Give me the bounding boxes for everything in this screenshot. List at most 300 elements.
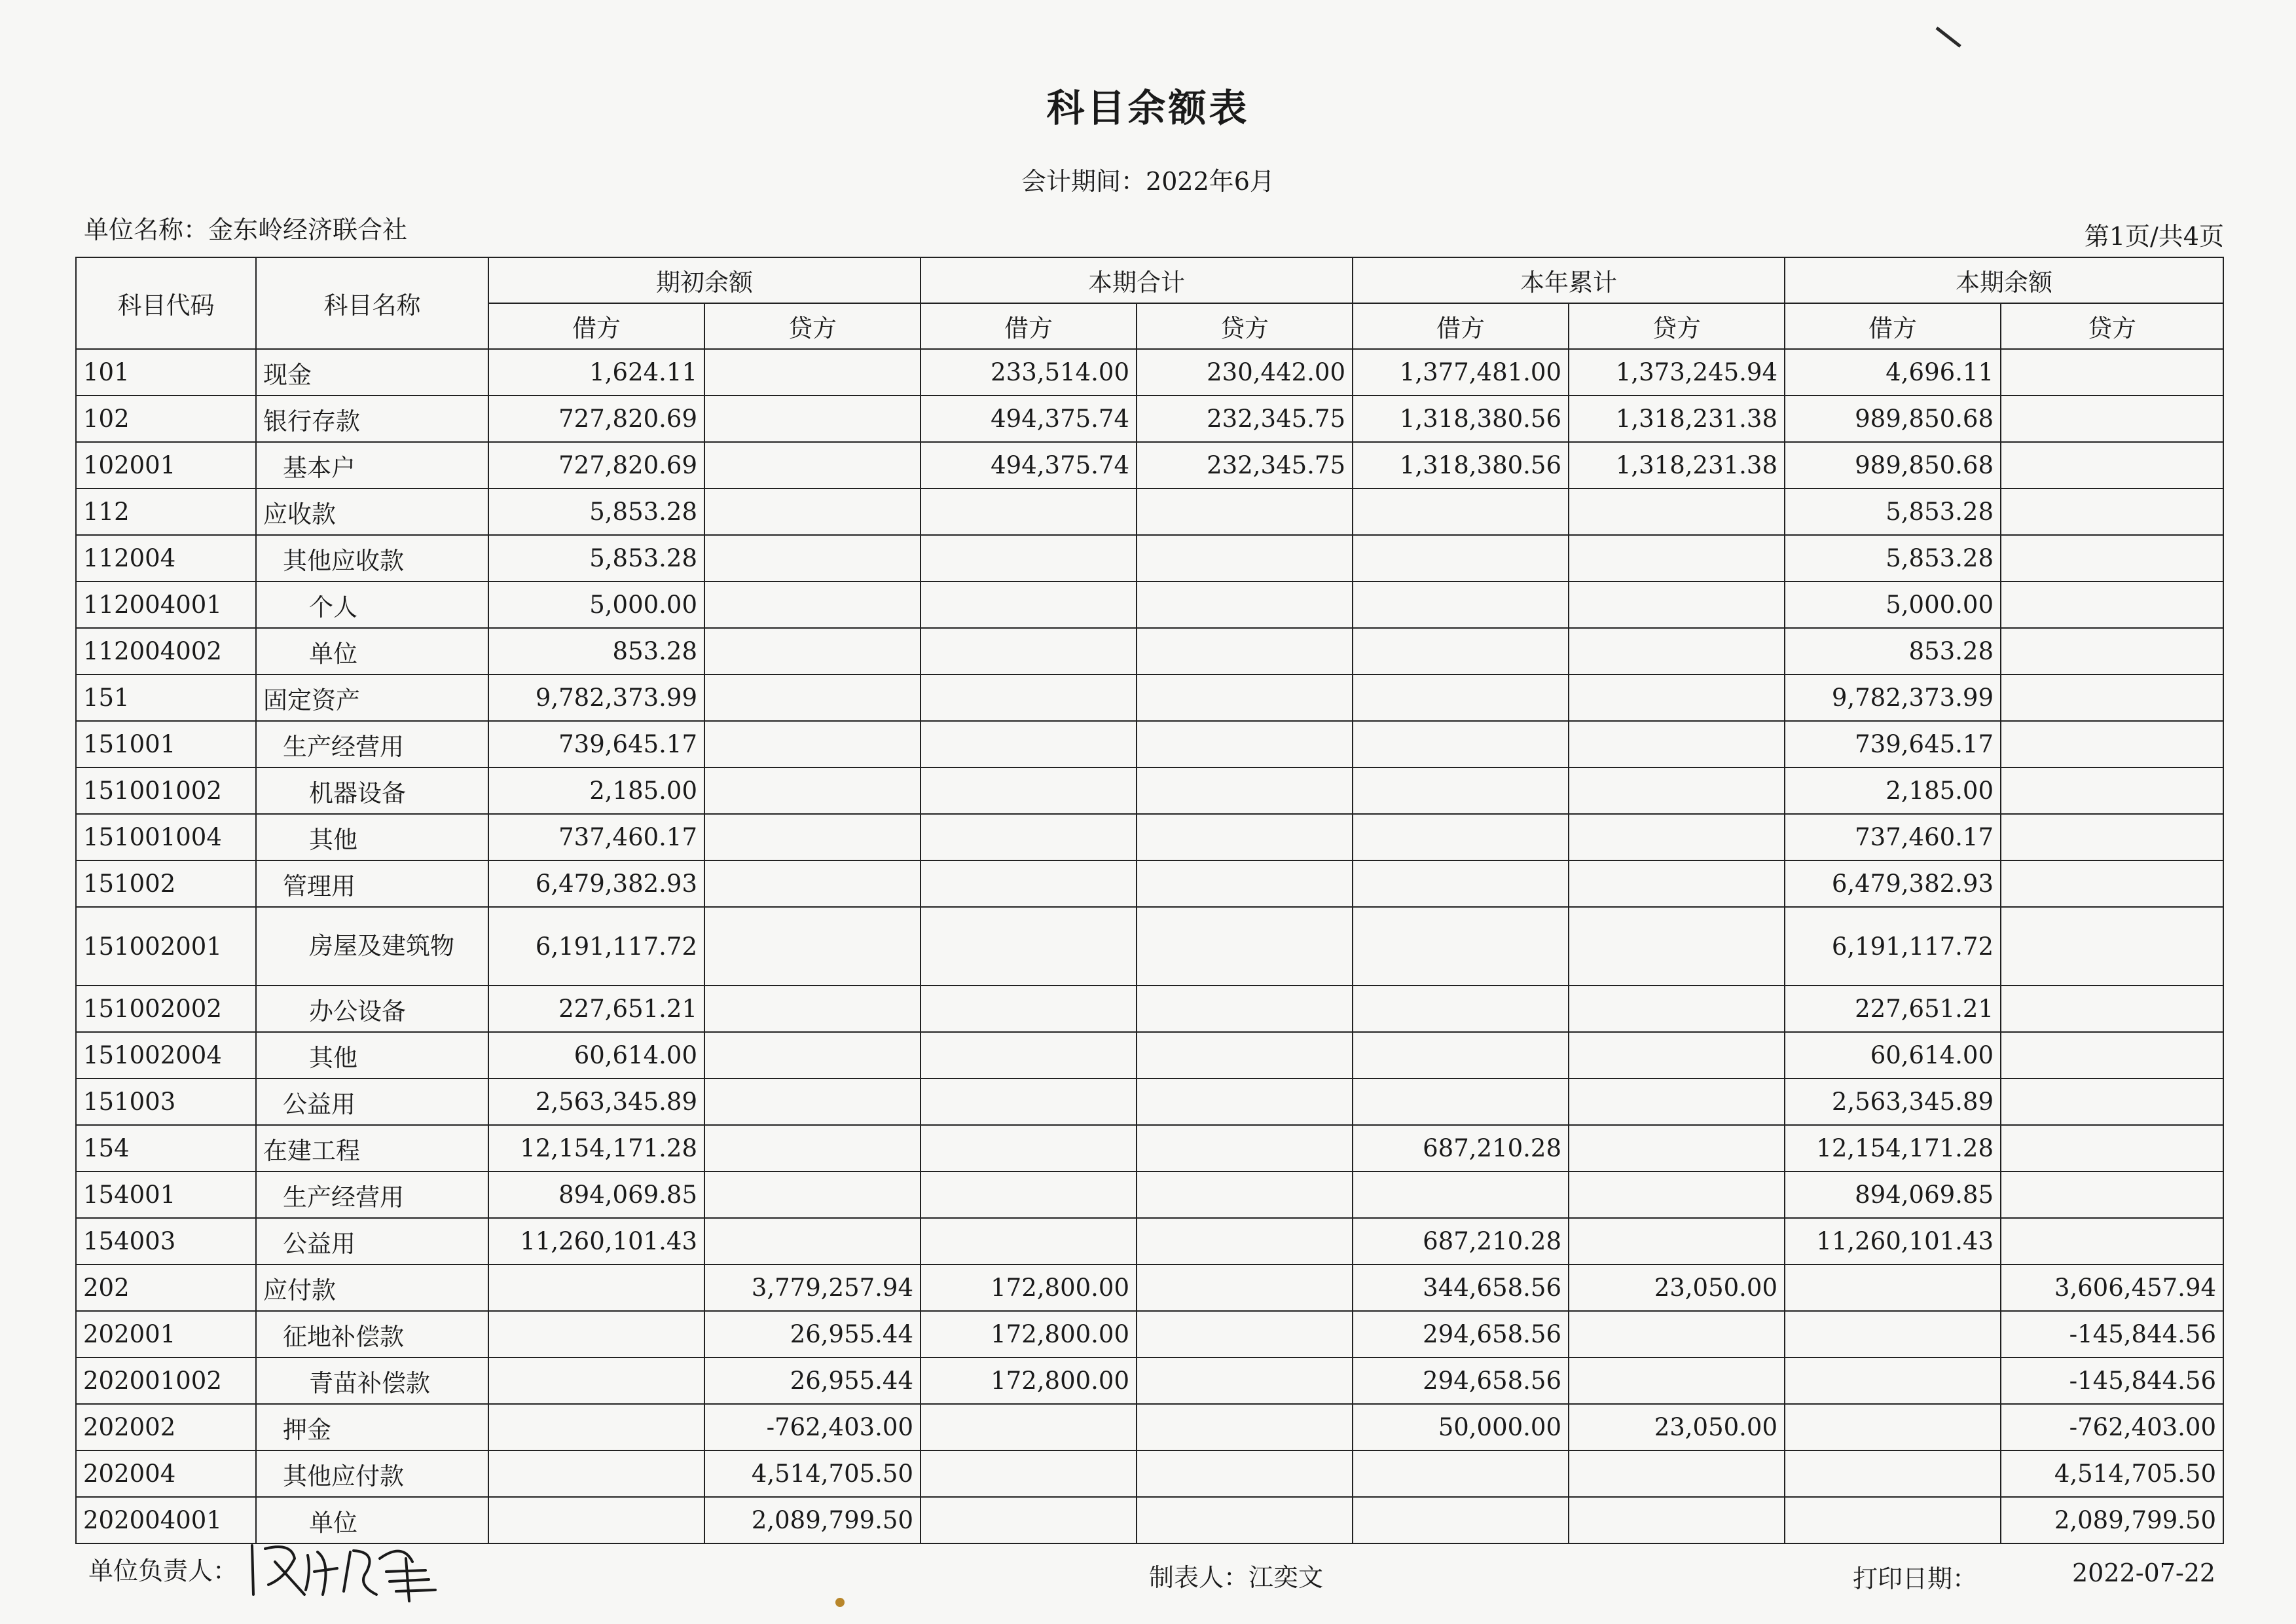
ytd-credit-cell <box>1569 1218 1785 1264</box>
ytd-credit-cell <box>1569 1032 1785 1079</box>
opening-debit-cell: 6,479,382.93 <box>488 860 704 907</box>
closing-debit-cell: 5,000.00 <box>1785 581 2001 628</box>
ytd-credit-cell: 1,318,231.38 <box>1569 396 1785 442</box>
print-date: 2022-07-22 <box>2072 1559 2216 1587</box>
account-name: 其他 <box>256 1032 488 1079</box>
period-debit-cell <box>920 581 1137 628</box>
table-row <box>76 1450 2223 1497</box>
ytd-debit-cell: 1,377,481.00 <box>1353 349 1569 396</box>
account-name: 公益用 <box>256 1218 488 1264</box>
ytd-debit-cell <box>1353 1172 1569 1218</box>
period-debit-cell <box>920 628 1137 674</box>
opening-credit-cell <box>704 1125 920 1172</box>
ytd-debit-cell <box>1353 986 1569 1032</box>
closing-debit-cell: 11,260,101.43 <box>1785 1218 2001 1264</box>
account-code: 151001 <box>76 721 256 767</box>
account-name: 单位 <box>256 628 488 674</box>
opening-credit-cell: -762,403.00 <box>704 1404 920 1450</box>
period-debit-cell <box>920 1218 1137 1264</box>
period-debit-cell: 172,800.00 <box>920 1264 1137 1311</box>
ytd-debit-cell <box>1353 907 1569 986</box>
table-row <box>76 1032 2223 1079</box>
account-code: 151002002 <box>76 986 256 1032</box>
opening-credit-cell <box>704 442 920 489</box>
opening-debit-cell <box>488 1497 704 1543</box>
col-group-opening: 期初余额 <box>488 257 920 303</box>
account-code: 112004 <box>76 535 256 581</box>
closing-credit-cell: 3,606,457.94 <box>2001 1264 2223 1311</box>
account-code: 112004001 <box>76 581 256 628</box>
period-debit-cell: 494,375.74 <box>920 396 1137 442</box>
closing-debit-cell: 5,853.28 <box>1785 535 2001 581</box>
ytd-debit-cell: 687,210.28 <box>1353 1125 1569 1172</box>
col-header-credit: 贷方 <box>2001 303 2223 349</box>
ytd-credit-cell <box>1569 907 1785 986</box>
closing-debit-cell <box>1785 1404 2001 1450</box>
closing-credit-cell: 2,089,799.50 <box>2001 1497 2223 1543</box>
closing-debit-cell: 60,614.00 <box>1785 1032 2001 1079</box>
report-title: 科目余额表 <box>1046 86 1250 130</box>
opening-credit-cell <box>704 1079 920 1125</box>
opening-credit-cell <box>704 396 920 442</box>
table-row <box>76 674 2223 721</box>
table-row <box>76 535 2223 581</box>
account-code: 102 <box>76 396 256 442</box>
ytd-debit-cell: 344,658.56 <box>1353 1264 1569 1311</box>
account-name: 机器设备 <box>256 767 488 814</box>
account-name: 现金 <box>256 349 488 396</box>
closing-credit-cell <box>2001 767 2223 814</box>
account-name: 其他 <box>256 814 488 860</box>
closing-debit-cell <box>1785 1357 2001 1404</box>
closing-credit-cell <box>2001 349 2223 396</box>
period-debit-cell <box>920 489 1137 535</box>
table-row <box>76 1404 2223 1450</box>
closing-credit-cell <box>2001 535 2223 581</box>
opening-credit-cell <box>704 860 920 907</box>
closing-credit-cell: -145,844.56 <box>2001 1357 2223 1404</box>
period-credit-cell <box>1137 489 1353 535</box>
ytd-credit-cell: 1,373,245.94 <box>1569 349 1785 396</box>
col-header-credit: 贷方 <box>704 303 920 349</box>
closing-debit-cell: 989,850.68 <box>1785 442 2001 489</box>
table-row <box>76 767 2223 814</box>
balance-table <box>75 257 2224 1544</box>
opening-credit-cell <box>704 907 920 986</box>
closing-credit-cell <box>2001 1032 2223 1079</box>
account-code: 202 <box>76 1264 256 1311</box>
closing-debit-cell: 12,154,171.28 <box>1785 1125 2001 1172</box>
accounting-period: 会计期间：2022年6月 <box>1021 167 1275 196</box>
ytd-credit-cell: 23,050.00 <box>1569 1264 1785 1311</box>
period-debit-cell <box>920 674 1137 721</box>
opening-credit-cell: 2,089,799.50 <box>704 1497 920 1543</box>
table-row <box>76 1125 2223 1172</box>
account-code: 202001002 <box>76 1357 256 1404</box>
account-code: 202004001 <box>76 1497 256 1543</box>
opening-credit-cell <box>704 349 920 396</box>
closing-credit-cell <box>2001 581 2223 628</box>
period-debit-cell <box>920 1079 1137 1125</box>
account-name: 管理用 <box>256 860 488 907</box>
table-row <box>76 907 2223 986</box>
table-row <box>76 860 2223 907</box>
period-credit-cell <box>1137 1311 1353 1357</box>
closing-credit-cell <box>2001 860 2223 907</box>
ytd-credit-cell <box>1569 721 1785 767</box>
ytd-credit-cell <box>1569 628 1785 674</box>
ytd-credit-cell <box>1569 1125 1785 1172</box>
period-credit-cell <box>1137 721 1353 767</box>
period-credit-cell <box>1137 767 1353 814</box>
period-debit-cell <box>920 1172 1137 1218</box>
account-name: 生产经营用 <box>256 721 488 767</box>
print-date-label: 打印日期： <box>1853 1564 1978 1593</box>
opening-debit-cell: 853.28 <box>488 628 704 674</box>
ytd-credit-cell <box>1569 535 1785 581</box>
period-credit-cell <box>1137 1125 1353 1172</box>
ytd-debit-cell: 1,318,380.56 <box>1353 442 1569 489</box>
opening-debit-cell: 2,563,345.89 <box>488 1079 704 1125</box>
table-row <box>76 442 2223 489</box>
opening-debit-cell: 12,154,171.28 <box>488 1125 704 1172</box>
scan-mark <box>1935 27 1961 48</box>
opening-debit-cell: 739,645.17 <box>488 721 704 767</box>
closing-debit-cell: 989,850.68 <box>1785 396 2001 442</box>
ytd-debit-cell: 1,318,380.56 <box>1353 396 1569 442</box>
period-credit-cell <box>1137 814 1353 860</box>
period-credit-cell <box>1137 1404 1353 1450</box>
opening-debit-cell: 11,260,101.43 <box>488 1218 704 1264</box>
table-row <box>76 1218 2223 1264</box>
ytd-debit-cell: 687,210.28 <box>1353 1218 1569 1264</box>
period-credit-cell <box>1137 628 1353 674</box>
closing-debit-cell: 6,191,117.72 <box>1785 907 2001 986</box>
closing-debit-cell <box>1785 1264 2001 1311</box>
period-debit-cell <box>920 1125 1137 1172</box>
period-debit-cell: 494,375.74 <box>920 442 1137 489</box>
account-name: 应付款 <box>256 1264 488 1311</box>
account-code: 151 <box>76 674 256 721</box>
ytd-debit-cell <box>1353 489 1569 535</box>
opening-credit-cell <box>704 581 920 628</box>
account-name: 青苗补偿款 <box>256 1357 488 1404</box>
account-name: 押金 <box>256 1404 488 1450</box>
ytd-credit-cell <box>1569 1311 1785 1357</box>
account-code: 151002 <box>76 860 256 907</box>
ytd-debit-cell: 294,658.56 <box>1353 1311 1569 1357</box>
opening-credit-cell <box>704 1218 920 1264</box>
period-debit-cell: 233,514.00 <box>920 349 1137 396</box>
period-credit-cell <box>1137 860 1353 907</box>
opening-credit-cell: 3,779,257.94 <box>704 1264 920 1311</box>
ytd-credit-cell <box>1569 581 1785 628</box>
account-name: 征地补偿款 <box>256 1311 488 1357</box>
account-code: 202004 <box>76 1450 256 1497</box>
ytd-credit-cell <box>1569 986 1785 1032</box>
opening-credit-cell <box>704 535 920 581</box>
closing-debit-cell: 227,651.21 <box>1785 986 2001 1032</box>
col-header-credit: 贷方 <box>1137 303 1353 349</box>
opening-debit-cell: 727,820.69 <box>488 442 704 489</box>
period-credit-cell <box>1137 1032 1353 1079</box>
col-group-ytd: 本年累计 <box>1353 257 1785 303</box>
opening-debit-cell <box>488 1311 704 1357</box>
period-debit-cell <box>920 986 1137 1032</box>
unit-name: 单位名称：金东岭经济联合社 <box>84 215 408 244</box>
col-header-credit: 贷方 <box>1569 303 1785 349</box>
account-name: 房屋及建筑物 <box>256 907 488 986</box>
handwritten-signature <box>246 1532 442 1604</box>
period-debit-cell <box>920 860 1137 907</box>
period-debit-cell <box>920 1032 1137 1079</box>
table-row <box>76 1264 2223 1311</box>
table-row <box>76 721 2223 767</box>
closing-debit-cell: 894,069.85 <box>1785 1172 2001 1218</box>
table-row <box>76 396 2223 442</box>
account-name: 应收款 <box>256 489 488 535</box>
period-debit-cell <box>920 721 1137 767</box>
ytd-debit-cell: 50,000.00 <box>1353 1404 1569 1450</box>
account-code: 151003 <box>76 1079 256 1125</box>
account-name: 银行存款 <box>256 396 488 442</box>
closing-debit-cell <box>1785 1311 2001 1357</box>
period-debit-cell <box>920 535 1137 581</box>
account-name: 办公设备 <box>256 986 488 1032</box>
period-debit-cell: 172,800.00 <box>920 1357 1137 1404</box>
period-credit-cell <box>1137 535 1353 581</box>
period-credit-cell <box>1137 581 1353 628</box>
ytd-debit-cell <box>1353 535 1569 581</box>
opening-debit-cell <box>488 1404 704 1450</box>
opening-credit-cell: 26,955.44 <box>704 1311 920 1357</box>
opening-credit-cell <box>704 489 920 535</box>
account-code: 101 <box>76 349 256 396</box>
ink-spot <box>835 1598 845 1607</box>
ytd-credit-cell: 23,050.00 <box>1569 1404 1785 1450</box>
closing-debit-cell: 4,696.11 <box>1785 349 2001 396</box>
period-credit-cell: 232,345.75 <box>1137 442 1353 489</box>
account-name: 其他应收款 <box>256 535 488 581</box>
opening-credit-cell: 4,514,705.50 <box>704 1450 920 1497</box>
page-info: 第1页/共4页 <box>2084 222 2224 251</box>
period-credit-cell <box>1137 907 1353 986</box>
ytd-debit-cell <box>1353 814 1569 860</box>
account-name: 个人 <box>256 581 488 628</box>
account-code: 202002 <box>76 1404 256 1450</box>
account-name: 固定资产 <box>256 674 488 721</box>
opening-debit-cell: 5,853.28 <box>488 489 704 535</box>
ytd-credit-cell <box>1569 1079 1785 1125</box>
ytd-debit-cell <box>1353 767 1569 814</box>
closing-credit-cell <box>2001 489 2223 535</box>
opening-credit-cell <box>704 674 920 721</box>
opening-debit-cell <box>488 1357 704 1404</box>
ytd-credit-cell <box>1569 1497 1785 1543</box>
ytd-debit-cell <box>1353 628 1569 674</box>
opening-debit-cell: 737,460.17 <box>488 814 704 860</box>
col-header-debit: 借方 <box>1353 303 1569 349</box>
ytd-debit-cell <box>1353 721 1569 767</box>
ytd-debit-cell <box>1353 674 1569 721</box>
account-name: 生产经营用 <box>256 1172 488 1218</box>
period-credit-cell <box>1137 1218 1353 1264</box>
account-name: 单位 <box>256 1497 488 1543</box>
account-code: 151002001 <box>76 907 256 986</box>
period-debit-cell <box>920 767 1137 814</box>
account-name: 公益用 <box>256 1079 488 1125</box>
opening-debit-cell: 894,069.85 <box>488 1172 704 1218</box>
closing-credit-cell <box>2001 1218 2223 1264</box>
table-row <box>76 349 2223 396</box>
ytd-credit-cell <box>1569 489 1785 535</box>
closing-debit-cell: 6,479,382.93 <box>1785 860 2001 907</box>
ytd-credit-cell <box>1569 1450 1785 1497</box>
opening-debit-cell: 9,782,373.99 <box>488 674 704 721</box>
ytd-debit-cell <box>1353 581 1569 628</box>
opening-debit-cell <box>488 1264 704 1311</box>
period-debit-cell <box>920 814 1137 860</box>
opening-credit-cell <box>704 814 920 860</box>
period-debit-cell <box>920 1497 1137 1543</box>
col-header-debit: 借方 <box>1785 303 2001 349</box>
closing-credit-cell <box>2001 1079 2223 1125</box>
period-debit-cell: 172,800.00 <box>920 1311 1137 1357</box>
table-row <box>76 1079 2223 1125</box>
closing-debit-cell <box>1785 1497 2001 1543</box>
account-name: 基本户 <box>256 442 488 489</box>
account-code: 154 <box>76 1125 256 1172</box>
ytd-debit-cell <box>1353 1032 1569 1079</box>
opening-debit-cell: 5,853.28 <box>488 535 704 581</box>
col-group-period: 本期合计 <box>920 257 1353 303</box>
table-row <box>76 986 2223 1032</box>
opening-credit-cell <box>704 1172 920 1218</box>
opening-credit-cell <box>704 1032 920 1079</box>
closing-credit-cell <box>2001 628 2223 674</box>
period-credit-cell <box>1137 1079 1353 1125</box>
opening-debit-cell: 227,651.21 <box>488 986 704 1032</box>
period-credit-cell <box>1137 674 1353 721</box>
closing-credit-cell <box>2001 907 2223 986</box>
table-row <box>76 814 2223 860</box>
period-credit-cell <box>1137 1264 1353 1311</box>
period-debit-cell <box>920 907 1137 986</box>
account-code: 154001 <box>76 1172 256 1218</box>
account-code: 154003 <box>76 1218 256 1264</box>
account-code: 202001 <box>76 1311 256 1357</box>
period-debit-cell <box>920 1404 1137 1450</box>
ytd-debit-cell <box>1353 860 1569 907</box>
ytd-debit-cell <box>1353 1450 1569 1497</box>
closing-credit-cell <box>2001 396 2223 442</box>
table-row <box>76 1172 2223 1218</box>
closing-debit-cell: 739,645.17 <box>1785 721 2001 767</box>
col-header-debit: 借方 <box>920 303 1137 349</box>
col-header-code: 科目代码 <box>76 257 256 349</box>
opening-credit-cell <box>704 986 920 1032</box>
period-credit-cell: 232,345.75 <box>1137 396 1353 442</box>
col-header-name: 科目名称 <box>256 257 488 349</box>
account-code: 151001004 <box>76 814 256 860</box>
ytd-credit-cell <box>1569 1172 1785 1218</box>
opening-debit-cell: 60,614.00 <box>488 1032 704 1079</box>
opening-debit-cell: 6,191,117.72 <box>488 907 704 986</box>
closing-debit-cell: 853.28 <box>1785 628 2001 674</box>
period-credit-cell <box>1137 1450 1353 1497</box>
closing-debit-cell: 2,563,345.89 <box>1785 1079 2001 1125</box>
opening-debit-cell <box>488 1450 704 1497</box>
period-credit-cell <box>1137 986 1353 1032</box>
opening-debit-cell: 1,624.11 <box>488 349 704 396</box>
opening-debit-cell: 5,000.00 <box>488 581 704 628</box>
account-code: 102001 <box>76 442 256 489</box>
col-group-closing: 本期余额 <box>1785 257 2223 303</box>
period-credit-cell <box>1137 1357 1353 1404</box>
period-debit-cell <box>920 1450 1137 1497</box>
ytd-credit-cell <box>1569 674 1785 721</box>
account-code: 151002004 <box>76 1032 256 1079</box>
closing-debit-cell: 2,185.00 <box>1785 767 2001 814</box>
maker-label: 制表人：江奕文 <box>1149 1563 1324 1592</box>
period-credit-cell <box>1137 1497 1353 1543</box>
closing-credit-cell <box>2001 442 2223 489</box>
ytd-credit-cell <box>1569 1357 1785 1404</box>
closing-credit-cell <box>2001 1172 2223 1218</box>
closing-credit-cell <box>2001 986 2223 1032</box>
closing-credit-cell <box>2001 674 2223 721</box>
table-row <box>76 581 2223 628</box>
period-credit-cell: 230,442.00 <box>1137 349 1353 396</box>
closing-credit-cell <box>2001 721 2223 767</box>
account-code: 112 <box>76 489 256 535</box>
opening-debit-cell: 2,185.00 <box>488 767 704 814</box>
period-credit-cell <box>1137 1172 1353 1218</box>
closing-debit-cell: 737,460.17 <box>1785 814 2001 860</box>
closing-credit-cell: 4,514,705.50 <box>2001 1450 2223 1497</box>
ytd-credit-cell: 1,318,231.38 <box>1569 442 1785 489</box>
closing-debit-cell <box>1785 1450 2001 1497</box>
responsible-label: 单位负责人： <box>88 1557 238 1585</box>
ytd-credit-cell <box>1569 814 1785 860</box>
closing-credit-cell: -762,403.00 <box>2001 1404 2223 1450</box>
opening-debit-cell: 727,820.69 <box>488 396 704 442</box>
ytd-debit-cell: 294,658.56 <box>1353 1357 1569 1404</box>
closing-credit-cell <box>2001 814 2223 860</box>
account-code: 112004002 <box>76 628 256 674</box>
ytd-credit-cell <box>1569 767 1785 814</box>
ytd-debit-cell <box>1353 1497 1569 1543</box>
closing-credit-cell <box>2001 1125 2223 1172</box>
account-code: 151001002 <box>76 767 256 814</box>
closing-debit-cell: 5,853.28 <box>1785 489 2001 535</box>
opening-credit-cell <box>704 628 920 674</box>
table-row <box>76 1311 2223 1357</box>
opening-credit-cell: 26,955.44 <box>704 1357 920 1404</box>
table-row <box>76 628 2223 674</box>
closing-credit-cell: -145,844.56 <box>2001 1311 2223 1357</box>
col-header-debit: 借方 <box>488 303 704 349</box>
ytd-credit-cell <box>1569 860 1785 907</box>
opening-credit-cell <box>704 721 920 767</box>
closing-debit-cell: 9,782,373.99 <box>1785 674 2001 721</box>
account-name: 其他应付款 <box>256 1450 488 1497</box>
ytd-debit-cell <box>1353 1079 1569 1125</box>
account-name: 在建工程 <box>256 1125 488 1172</box>
opening-credit-cell <box>704 767 920 814</box>
table-body <box>76 349 2223 1543</box>
header-row-1 <box>76 257 2223 303</box>
